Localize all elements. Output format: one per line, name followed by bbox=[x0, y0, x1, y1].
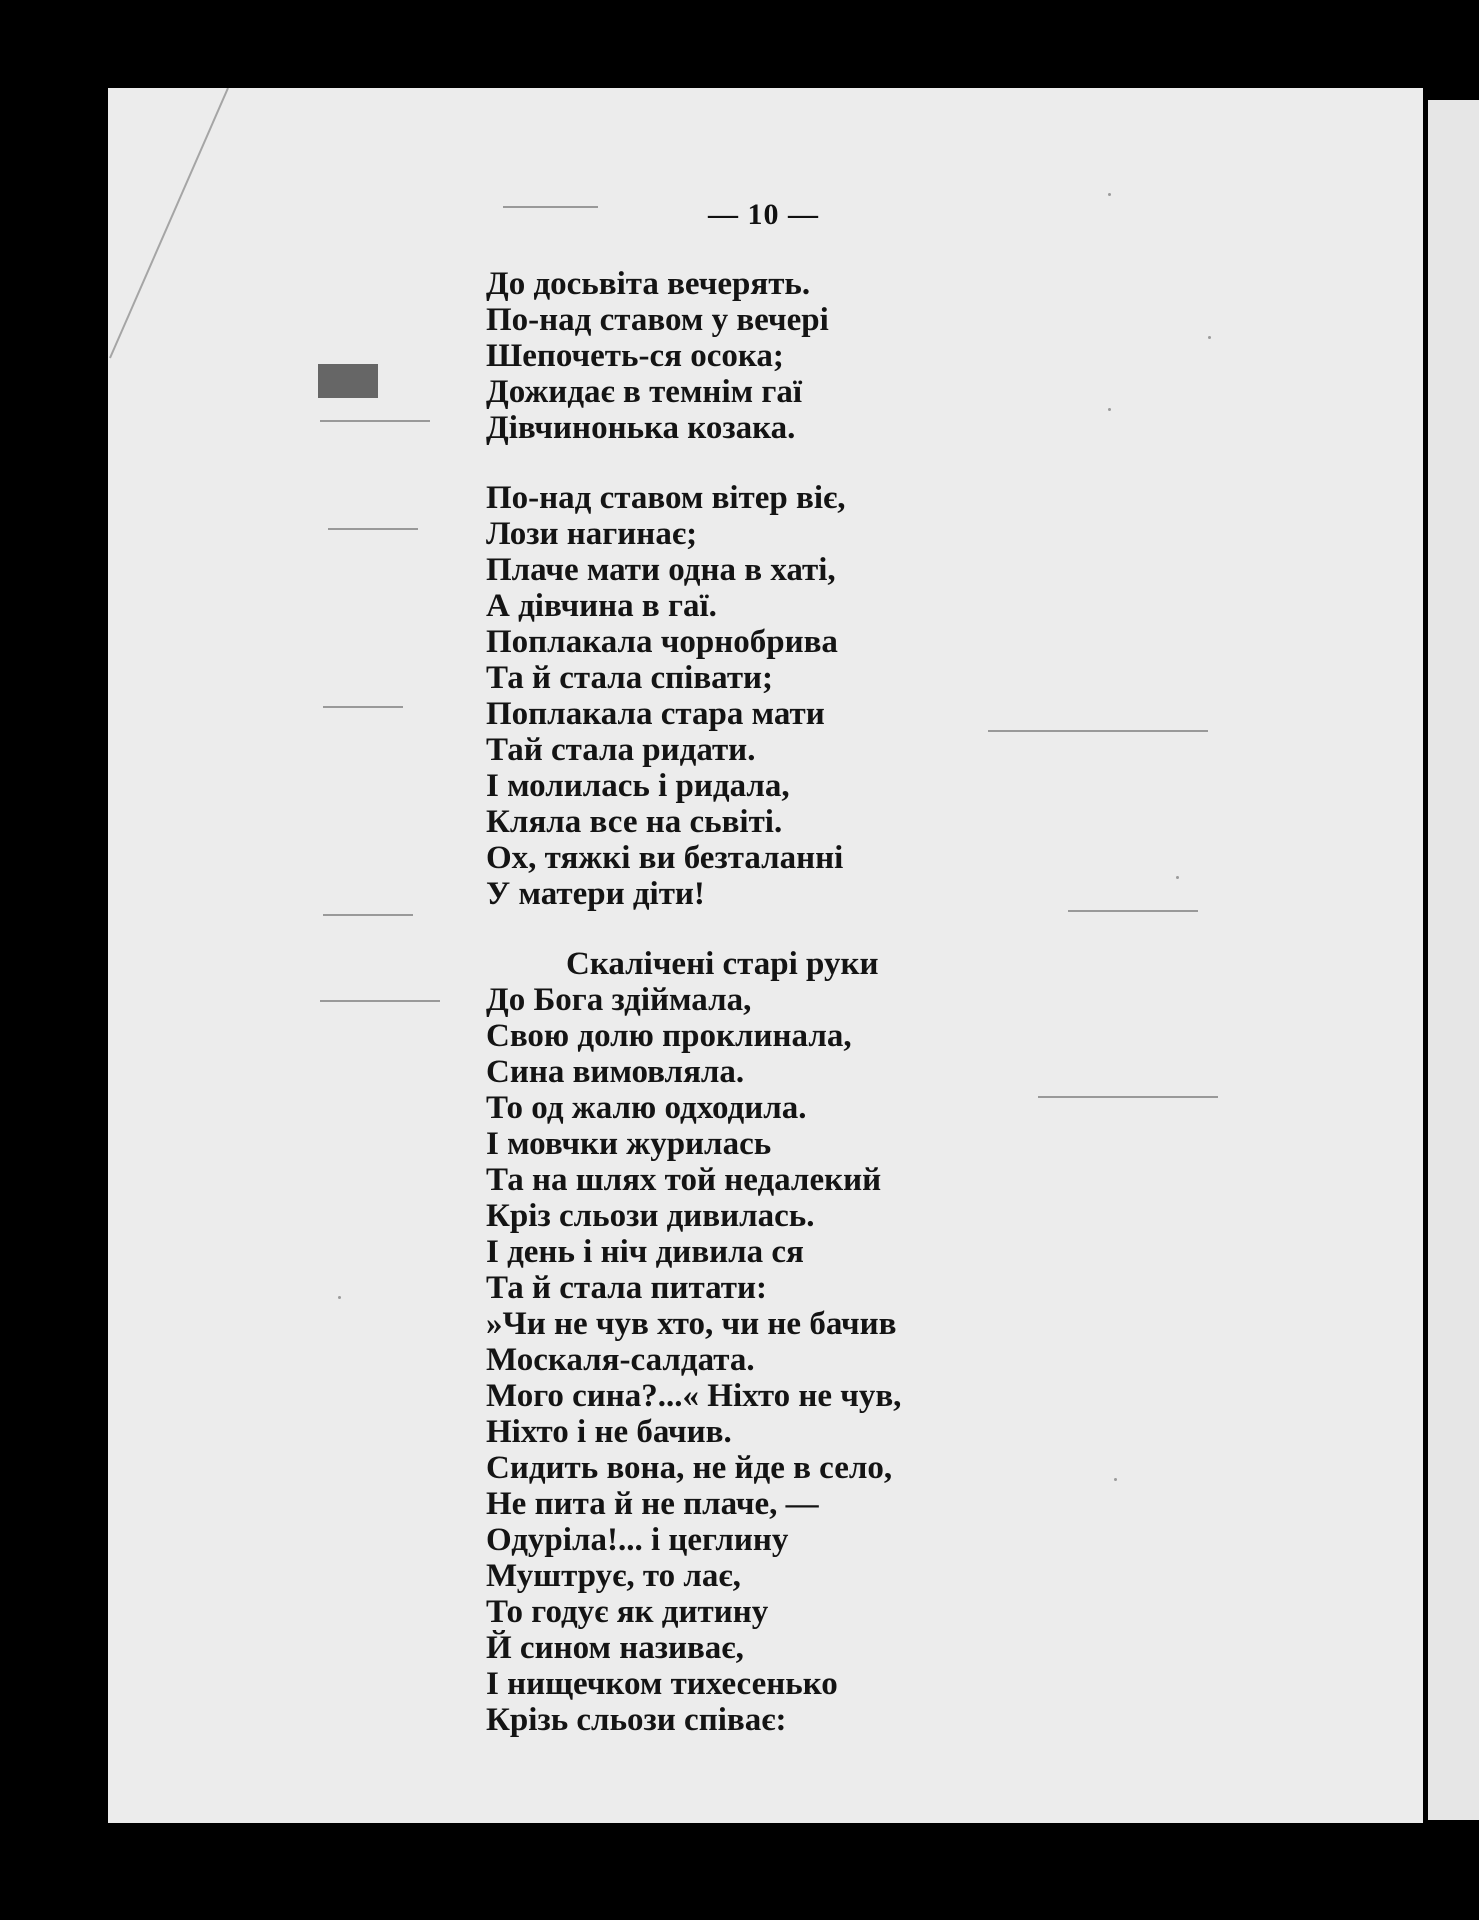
poem-line: Плаче мати одна в хаті, bbox=[486, 552, 836, 588]
poem-line: Дівчинонька козака. bbox=[486, 410, 796, 446]
poem-line: По-над ставом вітер віє, bbox=[486, 480, 846, 516]
poem-line: До Бога здіймала, bbox=[486, 982, 752, 1018]
poem-line: Й сином називає, bbox=[486, 1630, 744, 1666]
poem-line: Сина вимовляла. bbox=[486, 1054, 745, 1090]
ink-stain-mark bbox=[318, 364, 378, 398]
poem-line: Одуріла!... і цеглину bbox=[486, 1522, 789, 1558]
scan-smudge bbox=[320, 1000, 440, 1002]
adjacent-page-edge bbox=[1428, 100, 1479, 1820]
poem-line: Свою долю проклинала, bbox=[486, 1018, 852, 1054]
poem-line: То од жалю одходила. bbox=[486, 1090, 807, 1126]
poem-line: Скалічені старі руки bbox=[566, 946, 879, 982]
poem-line: Дожидає в темнім гаї bbox=[486, 374, 802, 410]
poem-line: І день і ніч дивила ся bbox=[486, 1234, 804, 1270]
poem-line: Поплакала чорнобрива bbox=[486, 624, 838, 660]
poem-line: Ніхто і не бачив. bbox=[486, 1414, 732, 1450]
poem-line: У матери діти! bbox=[486, 876, 705, 912]
scan-speck bbox=[1108, 193, 1111, 196]
poem-line: По-над ставом у вечері bbox=[486, 302, 829, 338]
poem-line: Тай стала ридати. bbox=[486, 732, 756, 768]
poem-line: Не пита й не плаче, — bbox=[486, 1486, 819, 1522]
page-number: — 10 — bbox=[708, 198, 819, 231]
scan-smudge bbox=[328, 528, 418, 530]
poem-line: То годує як дитину bbox=[486, 1594, 769, 1630]
poem-line: Шепочеть-ся осока; bbox=[486, 338, 784, 374]
scan-speck bbox=[1208, 336, 1211, 339]
book-page bbox=[108, 88, 1423, 1823]
poem-line: Москаля-салдата. bbox=[486, 1342, 755, 1378]
poem-line: Сидить вона, не йде в село, bbox=[486, 1450, 893, 1486]
poem-line: До досьвіта вечерять. bbox=[486, 266, 811, 302]
poem-stanza bbox=[486, 266, 1186, 446]
poem-line: Кляла все на сьвіті. bbox=[486, 804, 783, 840]
page-crease-mark bbox=[108, 88, 308, 388]
poem-line: »Чи не чув хто, чи не бачив bbox=[486, 1306, 897, 1342]
poem-line: І молилась і ридала, bbox=[486, 768, 790, 804]
poem-line: Муштрує, то лає, bbox=[486, 1558, 741, 1594]
poem-line: Мого сина?...« Ніхто не чув, bbox=[486, 1378, 902, 1414]
poem-line: Лози нагинає; bbox=[486, 516, 698, 552]
poem-text bbox=[486, 266, 1186, 1772]
scan-smudge bbox=[323, 914, 413, 916]
poem-line: І нищечком тихесенько bbox=[486, 1666, 838, 1702]
poem-line: Та й стала питати: bbox=[486, 1270, 768, 1306]
poem-line: Крізь сльози співає: bbox=[486, 1702, 787, 1738]
poem-line: Та й стала співати; bbox=[486, 660, 774, 696]
scan-smudge bbox=[503, 206, 598, 208]
poem-stanza bbox=[486, 946, 1186, 1738]
poem-line: Поплакала стара мати bbox=[486, 696, 825, 732]
scan-smudge bbox=[320, 420, 430, 422]
poem-line: Та на шлях той недалекий bbox=[486, 1162, 882, 1198]
scan-speck bbox=[338, 1296, 341, 1299]
scan-smudge bbox=[323, 706, 403, 708]
poem-line: А дівчина в гаї. bbox=[486, 588, 717, 624]
poem-line: Кріз сльози дивилась. bbox=[486, 1198, 815, 1234]
poem-line: Ох, тяжкі ви безталанні bbox=[486, 840, 844, 876]
poem-stanza bbox=[486, 480, 1186, 912]
poem-line: І мовчки журилась bbox=[486, 1126, 772, 1162]
